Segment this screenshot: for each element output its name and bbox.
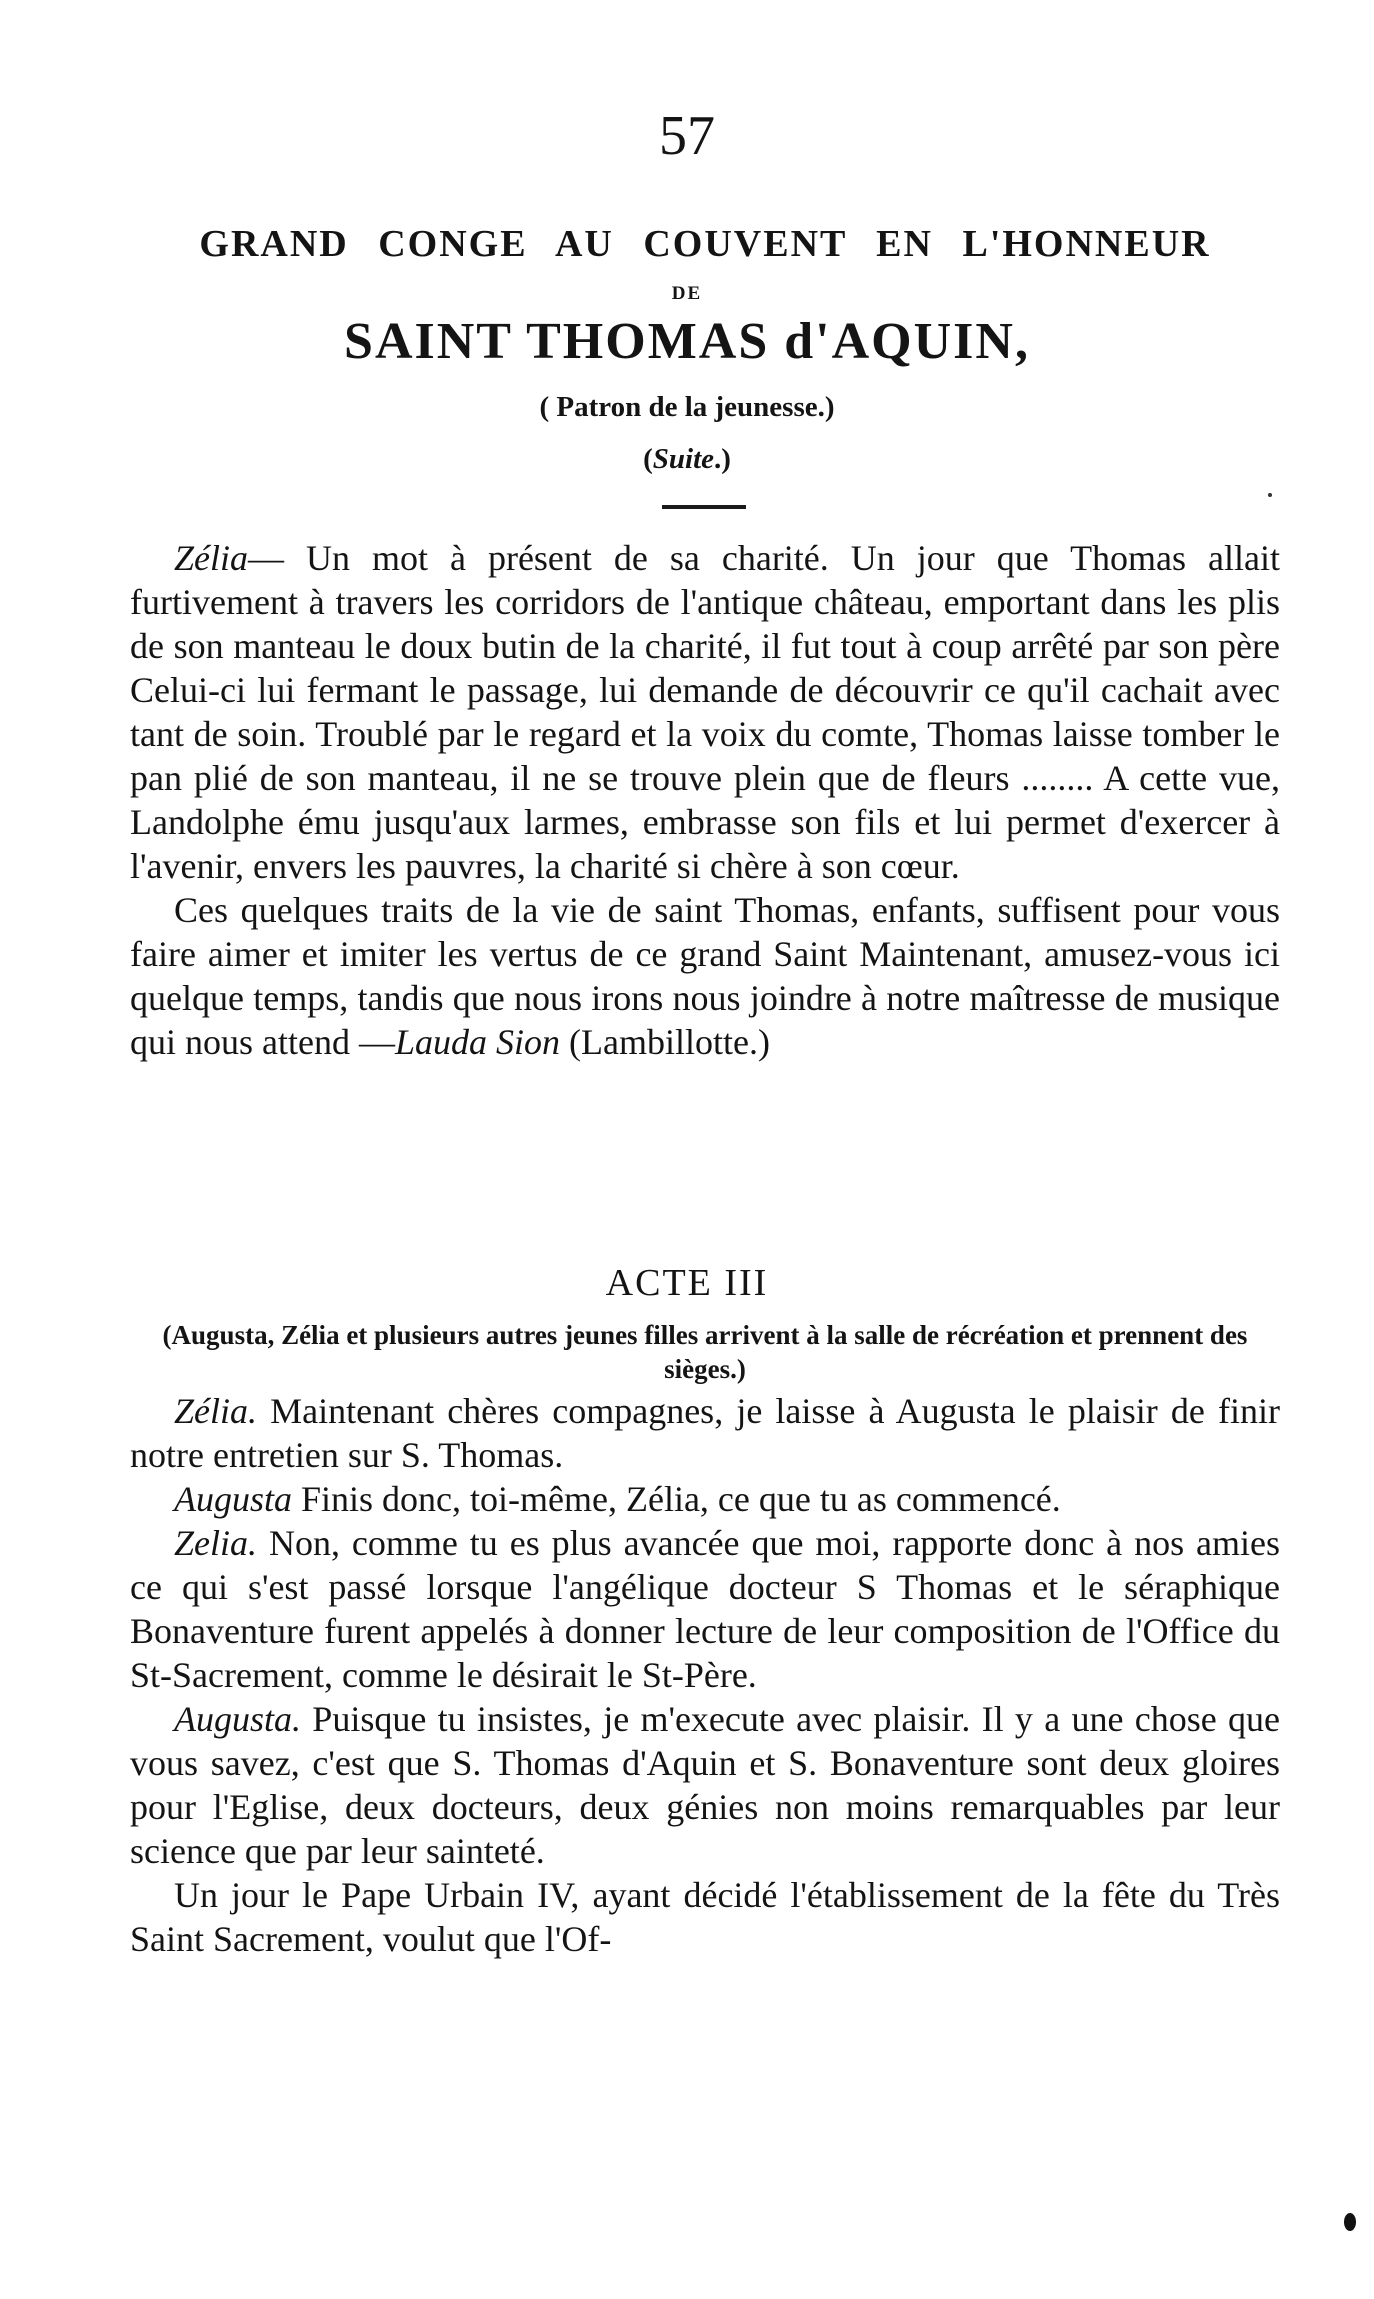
section-heading: GRAND CONGE AU COUVENT EN L'HONNEUR [199,223,1211,265]
continuation-note [0,443,1374,476]
dialogue-line [130,1873,1280,1961]
page-number: 57 [659,105,715,167]
heading-connector: DE [671,283,703,304]
paragraph [130,536,1280,888]
dialogue-line [130,1389,1280,1477]
dialogue-line [130,1521,1280,1697]
continuation-close: .) [714,443,731,475]
speaker-name: Zélia [174,538,249,578]
text-block-act-3 [130,1389,1280,1961]
page-title: SAINT THOMAS d'AQUIN, [344,313,1030,370]
speaker-name: Zelia. [174,1523,258,1563]
title-divider [662,505,746,509]
stage-direction: (Augusta, Zélia et plusieurs autres jeunes filles arrivent à la salle de récréation et prennent des sièges.) [162,1320,1248,1384]
speaker-name: Augusta. [174,1699,302,1739]
dialogue-text: Non, comme tu es plus avancée que moi, rapporte donc à nos amies ce qui s'est passé lorsque l'angélique docteur S Thomas et le séraphique Bonaventure furent appelés à donner lecture de leur composition de l'Office du St-Sacrement, comme le désirait le St-Père. [130,1523,1280,1695]
speaker-name: Augusta [174,1479,293,1519]
print-speck [1268,493,1272,497]
paragraph [130,888,1280,1064]
continuation-open: ( [643,443,653,475]
dialogue-line [130,1477,1280,1521]
dialogue-text: Finis donc, toi-même, Zélia, ce que tu as commencé. [292,1479,1061,1519]
dialogue-text: Un jour le Pape Urbain IV, ayant décidé l'établissement de la fête du Très Saint Sacrement, voulut que l'Of- [130,1875,1280,1959]
continuation-word: Suite [652,443,714,475]
act-title: ACTE III [605,1262,769,1304]
dialogue-text: Maintenant chères compagnes, je laisse à Augusta le plaisir de finir notre entretien sur S. Thomas. [130,1391,1280,1475]
dialogue-text: Puisque tu insistes, je m'execute avec plaisir. Il y a une chose que vous savez, c'est que S. Thomas d'Aquin et S. Bonaventure sont deux gloires pour l'Eglise, deux docteurs, deux génies non moins remarquables par leur science que par leur sainteté. [130,1699,1280,1871]
paragraph-text: — Un mot à présent de sa charité. Un jour que Thomas allait furtivement à travers les corridors de l'antique château, emportant dans les plis de son manteau le doux butin de la charité, il fut tout à coup arrêté par son père Celui-ci lui fermant le passage, lui demande de découvrir ce qu'il cachait avec tant de soin. Troublé par le regard et la voix du comte, Thomas laisse tomber le pan plié de son manteau, il ne se trouve plein que de fleurs ........ A cette vue, Landolphe ému jusqu'aux larmes, embrasse son fils et lui permet d'exercer à l'avenir, envers les pauvres, la charité si chère à son cœur. [130,538,1280,886]
title-subtitle: ( Patron de la jeunesse.) [539,391,835,423]
speaker-name: Zélia. [174,1391,258,1431]
text-block-act-2 [130,536,1280,1064]
paragraph-text: (Lambillotte.) [560,1022,770,1062]
paragraph-text: Ces quelques traits de la vie de saint Thomas, enfants, suffisent pour vous faire aimer et imiter les vertus de ce grand Saint Maintenant, amusez-vous ici quelque temps, tandis que nous irons nous joindre à notre maîtresse de musique qui nous attend — [130,890,1280,1062]
hymn-title: Lauda Sion [394,1022,561,1062]
ink-dot-ornament [1344,2213,1356,2231]
dialogue-line [130,1697,1280,1873]
